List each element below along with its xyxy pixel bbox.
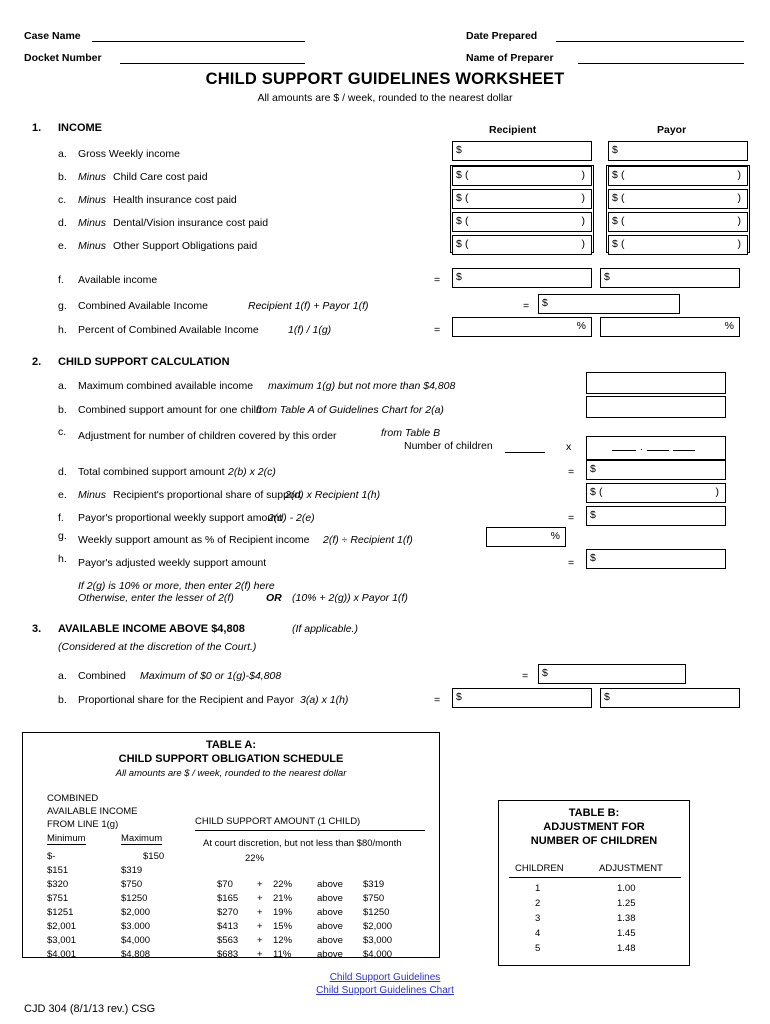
table-a-row-5-pct: 15% bbox=[273, 921, 293, 932]
field-2h[interactable] bbox=[586, 549, 726, 569]
row-2b-formula: from Table A of Guidelines Chart for 2(a) bbox=[256, 404, 444, 416]
number-of-children-input[interactable] bbox=[505, 441, 545, 453]
field-1a-recipient[interactable] bbox=[452, 141, 592, 161]
paren-close: ) bbox=[581, 215, 585, 227]
row-2e-formula: 2(d) x Recipient 1(h) bbox=[285, 489, 381, 501]
row-2d-label: Total combined support amount bbox=[78, 466, 225, 478]
row-2c-multiply: x bbox=[566, 441, 572, 453]
paren-open: ( bbox=[465, 238, 469, 250]
table-a-row-2-plus: + bbox=[257, 879, 263, 890]
table-a-row-4-max: $2,000 bbox=[121, 907, 151, 918]
dollar-sign: $ bbox=[604, 691, 610, 703]
field-3b-payor[interactable] bbox=[600, 688, 740, 708]
dollar-sign: $ bbox=[542, 297, 548, 309]
paren-open: ( bbox=[465, 192, 469, 204]
name-of-preparer-input[interactable] bbox=[578, 52, 744, 64]
row-1d-label: Dental/Vision insurance cost paid bbox=[113, 217, 269, 229]
section-2-number: 2. bbox=[32, 356, 42, 368]
row-1g-formula: Recipient 1(f) + Payor 1(f) bbox=[248, 300, 369, 312]
page-title: CHILD SUPPORT GUIDELINES WORKSHEET bbox=[205, 70, 565, 88]
table-a-title-line1: TABLE A: bbox=[205, 739, 257, 751]
table-b-title-line3: NUMBER OF CHILDREN bbox=[530, 835, 658, 847]
row-1h-letter: h. bbox=[58, 324, 67, 336]
table-a-row-5-max: $3.000 bbox=[121, 921, 151, 932]
table-a-row-3-above: above bbox=[317, 893, 343, 904]
field-2b[interactable] bbox=[586, 396, 726, 418]
docket-number-input[interactable] bbox=[120, 52, 305, 64]
table-a-row-2-base: $70 bbox=[217, 879, 233, 890]
table-b-row-4-children: 5 bbox=[535, 943, 541, 954]
table-a-row-6-max: $4,000 bbox=[121, 935, 151, 946]
row-2e-label: Recipient's proportional share of support bbox=[113, 489, 302, 501]
row-2c-letter: c. bbox=[58, 426, 67, 438]
table-a-row-3-pct: 21% bbox=[273, 893, 293, 904]
section-2-note-line2b: (10% + 2(g)) x Payor 1(f) bbox=[292, 592, 408, 604]
row-1g-label: Combined Available Income bbox=[78, 300, 208, 312]
table-a-left-header-1: COMBINED bbox=[47, 793, 99, 804]
section-3-heading: AVAILABLE INCOME ABOVE $4,808 bbox=[58, 623, 245, 635]
table-a-row-6-above: above bbox=[317, 935, 343, 946]
table-a-row-2-max: $750 bbox=[121, 879, 143, 890]
field-1b-recipient[interactable] bbox=[452, 166, 592, 186]
row-1c-letter: c. bbox=[58, 194, 67, 206]
table-a-row-6-min: $3,001 bbox=[47, 935, 77, 946]
dollar-sign: $ bbox=[456, 238, 462, 250]
row-2a-formula: maximum 1(g) but not more than $4,808 bbox=[268, 380, 456, 392]
field-1e-recipient[interactable] bbox=[452, 235, 592, 255]
table-a-row-7-plus: + bbox=[257, 949, 263, 960]
field-1f-payor[interactable] bbox=[600, 268, 740, 288]
table-a-row-3-min: $751 bbox=[47, 893, 69, 904]
row-1c-label: Health insurance cost paid bbox=[113, 194, 237, 206]
table-a-col-min: Minimum bbox=[47, 833, 86, 844]
table-b-row-2-children: 3 bbox=[535, 913, 541, 924]
row-2f-label: Payor's proportional weekly support amount bbox=[78, 512, 282, 524]
table-b-row-4-adjustment: 1.48 bbox=[617, 943, 636, 954]
case-name-input[interactable] bbox=[92, 30, 305, 42]
field-1e-payor[interactable] bbox=[608, 235, 748, 255]
table-a-row-7-min: $4,001 bbox=[47, 949, 77, 960]
table-b-title-line1: TABLE B: bbox=[568, 807, 620, 819]
table-b-header-rule bbox=[509, 877, 681, 878]
row-2c-label: Adjustment for number of children covered by this order bbox=[78, 430, 337, 442]
row-2a-letter: a. bbox=[58, 380, 67, 392]
table-b-row-0-adjustment: 1.00 bbox=[617, 883, 636, 894]
row-1b-letter: b. bbox=[58, 171, 67, 183]
paren-close: ) bbox=[737, 169, 741, 181]
row-1g-equals: = bbox=[523, 300, 530, 312]
field-1b-payor[interactable] bbox=[608, 166, 748, 186]
decimal-blank-1 bbox=[612, 450, 636, 451]
dollar-sign: $ bbox=[456, 192, 462, 204]
table-a-row-3-threshold: $750 bbox=[363, 893, 385, 904]
section-2-heading: CHILD SUPPORT CALCULATION bbox=[58, 356, 230, 368]
row-2f-formula: 2(d) - 2(e) bbox=[268, 512, 315, 524]
row-1h-formula: 1(f) / 1(g) bbox=[288, 324, 332, 336]
field-2e[interactable] bbox=[586, 483, 726, 503]
table-a-row-1-max: $319 bbox=[121, 865, 143, 876]
table-a-row-6-plus: + bbox=[257, 935, 263, 946]
table-a-left-header-3: FROM LINE 1(g) bbox=[47, 819, 119, 830]
column-header-payor: Payor bbox=[657, 124, 687, 136]
field-1a-payor[interactable] bbox=[608, 141, 748, 161]
table-a-row-5-threshold: $2,000 bbox=[363, 921, 393, 932]
table-b-col-children: CHILDREN bbox=[515, 863, 564, 874]
row-1g-letter: g. bbox=[58, 300, 67, 312]
row-2g-formula: 2(f) ÷ Recipient 1(f) bbox=[323, 534, 413, 546]
table-a-row-7-base: $683 bbox=[217, 949, 239, 960]
page-subtitle: All amounts are $ / week, rounded to the nearest dollar bbox=[257, 92, 513, 104]
field-1g-combined[interactable] bbox=[538, 294, 680, 314]
row-1d-prefix: Minus bbox=[78, 217, 107, 229]
table-a-row-7-threshold: $4,000 bbox=[363, 949, 393, 960]
field-1c-payor[interactable] bbox=[608, 189, 748, 209]
field-1c-recipient[interactable] bbox=[452, 189, 592, 209]
table-a-row-5-above: above bbox=[317, 921, 343, 932]
table-a-row-2-above: above bbox=[317, 879, 343, 890]
row-2g-letter: g. bbox=[58, 530, 67, 542]
paren-open: ( bbox=[599, 486, 603, 498]
section-1-heading: INCOME bbox=[58, 122, 102, 134]
table-a-row-3-plus: + bbox=[257, 893, 263, 904]
table-b-row-1-adjustment: 1.25 bbox=[617, 898, 636, 909]
row-2a-label: Maximum combined available income bbox=[78, 380, 254, 392]
dollar-sign: $ bbox=[456, 215, 462, 227]
row-2b-label: Combined support amount for one child bbox=[78, 404, 262, 416]
dollar-sign: $ bbox=[456, 144, 462, 156]
column-header-recipient: Recipient bbox=[489, 124, 537, 136]
dollar-sign: $ bbox=[542, 667, 548, 679]
table-a-row-1-min: $151 bbox=[47, 865, 69, 876]
row-3b-letter: b. bbox=[58, 694, 67, 706]
field-1f-recipient[interactable] bbox=[452, 268, 592, 288]
table-b-title-line2: ADJUSTMENT FOR bbox=[543, 821, 645, 833]
field-1d-payor[interactable] bbox=[608, 212, 748, 232]
row-1b-prefix: Minus bbox=[78, 171, 107, 183]
number-of-children-label: Number of children bbox=[404, 440, 493, 452]
row-1b-label: Child Care cost paid bbox=[113, 171, 208, 183]
table-a-row-6-base: $563 bbox=[217, 935, 239, 946]
decimal-blank-2 bbox=[647, 450, 669, 451]
link-child-support-guidelines[interactable]: Child Support Guidelines bbox=[329, 972, 441, 983]
field-2f[interactable] bbox=[586, 506, 726, 526]
dollar-sign: $ bbox=[456, 271, 462, 283]
table-a-row-0-max: $150 bbox=[143, 851, 165, 862]
row-1e-letter: e. bbox=[58, 240, 67, 252]
row-1f-equals: = bbox=[434, 274, 441, 286]
table-a-row-4-plus: + bbox=[257, 907, 263, 918]
row-2f-equals: = bbox=[568, 512, 575, 524]
paren-close: ) bbox=[581, 192, 585, 204]
section-2-note-or: OR bbox=[266, 592, 282, 604]
row-1a-letter: a. bbox=[58, 148, 67, 160]
row-2d-equals: = bbox=[568, 466, 575, 478]
docket-number-label: Docket Number bbox=[24, 52, 102, 64]
table-b-row-1-children: 2 bbox=[535, 898, 541, 909]
dollar-sign: $ bbox=[590, 509, 596, 521]
table-a-first-pct: 22% bbox=[245, 853, 265, 864]
table-a-row-4-pct: 19% bbox=[273, 907, 293, 918]
row-2d-letter: d. bbox=[58, 466, 67, 478]
name-of-preparer-label: Name of Preparer bbox=[466, 52, 554, 64]
row-3b-equals: = bbox=[434, 694, 441, 706]
row-3a-formula: Maximum of $0 or 1(g)-$4,808 bbox=[140, 670, 282, 682]
paren-close: ) bbox=[581, 238, 585, 250]
dollar-sign: $ bbox=[590, 552, 596, 564]
paren-open: ( bbox=[621, 192, 625, 204]
date-prepared-label: Date Prepared bbox=[466, 30, 538, 42]
paren-open: ( bbox=[621, 238, 625, 250]
field-1h-recipient[interactable] bbox=[452, 317, 592, 337]
paren-open: ( bbox=[465, 215, 469, 227]
decimal-point: . bbox=[640, 441, 643, 453]
paren-open: ( bbox=[621, 215, 625, 227]
dollar-sign: $ bbox=[612, 192, 618, 204]
row-1h-label: Percent of Combined Available Income bbox=[78, 324, 259, 336]
field-3a[interactable] bbox=[538, 664, 686, 684]
row-2g-label: Weekly support amount as % of Recipient income bbox=[78, 534, 310, 546]
table-a-row-6-pct: 12% bbox=[273, 935, 293, 946]
row-3a-equals: = bbox=[522, 670, 529, 682]
paren-close: ) bbox=[737, 192, 741, 204]
row-1f-letter: f. bbox=[58, 274, 64, 286]
row-1d-letter: d. bbox=[58, 217, 67, 229]
row-2h-letter: h. bbox=[58, 553, 67, 565]
row-1h-equals: = bbox=[434, 324, 441, 336]
table-a-left-header-2: AVAILABLE INCOME bbox=[47, 806, 138, 817]
dollar-sign: $ bbox=[604, 271, 610, 283]
table-b-col-adjustment: ADJUSTMENT bbox=[599, 863, 663, 874]
table-a-row-5-min: $2,001 bbox=[47, 921, 77, 932]
table-a bbox=[22, 732, 440, 958]
table-a-row-6-threshold: $3,000 bbox=[363, 935, 393, 946]
dollar-sign: $ bbox=[590, 486, 596, 498]
table-a-row-3-max: $1250 bbox=[121, 893, 148, 904]
decimal-blank-3 bbox=[673, 450, 695, 451]
table-a-row-4-threshold: $1250 bbox=[363, 907, 390, 918]
row-3b-label: Proportional share for the Recipient and Payor bbox=[78, 694, 294, 706]
row-1e-prefix: Minus bbox=[78, 240, 107, 252]
table-b-row-3-adjustment: 1.45 bbox=[617, 928, 636, 939]
table-a-row-0-min: $- bbox=[47, 851, 56, 862]
dollar-sign: $ bbox=[590, 463, 596, 475]
dollar-sign: $ bbox=[456, 169, 462, 181]
section-2-note-line2a: Otherwise, enter the lesser of 2(f) bbox=[78, 592, 234, 604]
table-a-col-max: Maximum bbox=[121, 833, 163, 844]
row-3a-label: Combined bbox=[78, 670, 126, 682]
percent-sign: % bbox=[724, 320, 734, 332]
field-1d-recipient[interactable] bbox=[452, 212, 592, 232]
dollar-sign: $ bbox=[456, 691, 462, 703]
table-a-subtitle: All amounts are $ / week, rounded to the nearest dollar bbox=[115, 768, 347, 779]
percent-sign: % bbox=[576, 320, 586, 332]
paren-open: ( bbox=[465, 169, 469, 181]
table-b-row-0-children: 1 bbox=[535, 883, 541, 894]
dollar-sign: $ bbox=[612, 169, 618, 181]
section-1-number: 1. bbox=[32, 122, 42, 134]
row-2d-formula: 2(b) x 2(c) bbox=[228, 466, 276, 478]
table-b bbox=[498, 800, 690, 966]
row-3b-formula: 3(a) x 1(h) bbox=[300, 694, 349, 706]
link-child-support-guidelines-chart[interactable]: Child Support Guidelines Chart bbox=[316, 985, 454, 996]
table-a-row-3-base: $165 bbox=[217, 893, 239, 904]
paren-close: ) bbox=[737, 238, 741, 250]
table-a-right-header: CHILD SUPPORT AMOUNT (1 CHILD) bbox=[195, 816, 361, 827]
percent-sign: % bbox=[550, 530, 560, 542]
table-a-row-5-base: $413 bbox=[217, 921, 239, 932]
table-a-row-4-base: $270 bbox=[217, 907, 239, 918]
row-1c-prefix: Minus bbox=[78, 194, 107, 206]
field-2c[interactable] bbox=[586, 436, 726, 460]
field-2g[interactable] bbox=[486, 527, 566, 547]
paren-close: ) bbox=[737, 215, 741, 227]
row-1e-label: Other Support Obligations paid bbox=[113, 240, 258, 252]
row-2c-formula: from Table B bbox=[381, 427, 441, 439]
row-3a-letter: a. bbox=[58, 670, 67, 682]
table-a-row-7-pct: 11% bbox=[273, 949, 292, 960]
field-2a[interactable] bbox=[586, 372, 726, 394]
table-a-row-7-max: $4,808 bbox=[121, 949, 151, 960]
row-2h-label: Payor's adjusted weekly support amount bbox=[78, 557, 267, 569]
row-2f-letter: f. bbox=[58, 512, 64, 524]
form-footer: CJD 304 (8/1/13 rev.) CSG bbox=[24, 1003, 156, 1015]
row-1a-label: Gross Weekly income bbox=[78, 148, 180, 160]
table-b-row-3-children: 4 bbox=[535, 928, 541, 939]
table-a-title-line2: CHILD SUPPORT OBLIGATION SCHEDULE bbox=[118, 753, 344, 765]
section-3-subnote: (Considered at the discretion of the Court.) bbox=[58, 641, 257, 653]
table-a-row-4-min: $1251 bbox=[47, 907, 74, 918]
section-3-number: 3. bbox=[32, 623, 42, 635]
table-a-row-2-pct: 22% bbox=[273, 879, 293, 890]
row-2h-equals: = bbox=[568, 557, 575, 569]
date-prepared-input[interactable] bbox=[556, 30, 744, 42]
table-a-row-5-plus: + bbox=[257, 921, 263, 932]
section-3-heading-italic: (If applicable.) bbox=[292, 623, 358, 635]
dollar-sign: $ bbox=[612, 215, 618, 227]
paren-open: ( bbox=[621, 169, 625, 181]
paren-close: ) bbox=[581, 169, 585, 181]
table-a-right-note: At court discretion, but not less than $80/month bbox=[203, 838, 402, 849]
table-b-row-2-adjustment: 1.38 bbox=[617, 913, 636, 924]
table-a-row-2-threshold: $319 bbox=[363, 879, 385, 890]
field-1h-payor[interactable] bbox=[600, 317, 740, 337]
dollar-sign: $ bbox=[612, 144, 618, 156]
row-2e-prefix: Minus bbox=[78, 489, 107, 501]
table-a-row-2-min: $320 bbox=[47, 879, 69, 890]
case-name-label: Case Name bbox=[24, 30, 81, 42]
field-2d[interactable] bbox=[586, 460, 726, 480]
dollar-sign: $ bbox=[612, 238, 618, 250]
row-2e-letter: e. bbox=[58, 489, 67, 501]
paren-close: ) bbox=[715, 486, 719, 498]
row-1f-label: Available income bbox=[78, 274, 158, 286]
table-a-row-4-above: above bbox=[317, 907, 343, 918]
table-a-right-header-rule bbox=[195, 830, 425, 831]
table-a-row-7-above: above bbox=[317, 949, 343, 960]
field-3b-recipient[interactable] bbox=[452, 688, 592, 708]
row-2b-letter: b. bbox=[58, 404, 67, 416]
section-2-note-line1: If 2(g) is 10% or more, then enter 2(f) here bbox=[78, 580, 275, 592]
